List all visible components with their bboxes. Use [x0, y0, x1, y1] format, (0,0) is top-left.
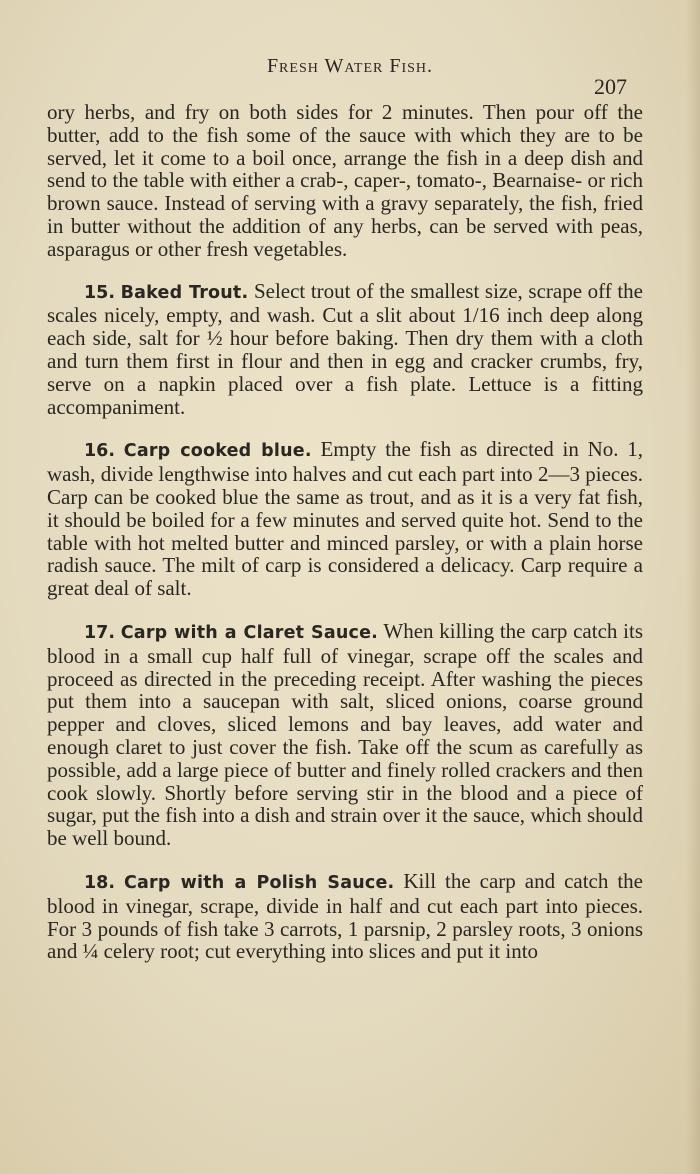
recipe-18 [47, 870, 643, 963]
running-head: Fresh Water Fish. [266, 55, 434, 77]
recipe-text: When killing the carp catch its blood in a small cup half full of vinegar, scrape off the scales and proceed as directed in the preceding receipt. After washing the pieces put them into a saucepan with salt, sliced onions, coarse ground pepper and cloves, sliced lemons and bay leaves, add water and enough claret to just cover the fish. Take off the scum as carefully as possible, add a large piece of butter and finely rolled crackers and then cook slowly. Shortly before serving stir in the blood and a piece of sugar, put the fish into a dish and strain over it the sauce, which should be well bound. [47, 618, 643, 851]
page-number: 207 [594, 74, 627, 99]
page-body [47, 101, 643, 983]
recipe-17 [47, 620, 643, 850]
recipe-number: 16. [84, 441, 116, 462]
recipe-title: Carp with a Polish Sauce. [124, 872, 395, 893]
recipe-text: Empty the fish as directed in No. 1, wash, divide lengthwise into halves and cut each part into 2—3 pieces. Carp can be cooked blue the same as trout, and as it is a very fat fish, it should be boiled for a few minutes and served quite hot. Send to the table with hot melted butter and minced parsley, or with a plain horse radish sauce. The milt of carp is considered a delicacy. Carp require a great deal of salt. [47, 437, 643, 601]
recipe-title: Carp with a Claret Sauce. [120, 622, 378, 643]
recipe-number: 17. [84, 622, 116, 643]
continued-paragraph: ory herbs, and fry on both sides for 2 minutes. Then pour off the butter, add to the fish some of the sauce with which they are to be served, let it come to a boil once, arrange the fish in a deep dish and send to the table with either a crab-, caper-, tomato-, Bearnaise- or rich brown sauce. Instead of serving with a gravy separately, the fish, fried in butter without the addition of any herbs, can be served with peas, asparagus or other fresh vegetables. [47, 100, 643, 261]
recipe-number: 15. [84, 282, 116, 303]
recipe-number: 18. [84, 872, 116, 893]
recipe-text: Kill the carp and catch the blood in vinegar, scrape, divide in half and cut each part into pieces. For 3 pounds of fish take 3 carrots, 1 parsnip, 2 parsley roots, 3 onions and ¼ celery root; cut everything into slices and put it into [47, 868, 644, 964]
recipe-16 [47, 438, 643, 600]
recipe-title: Baked Trout. [120, 282, 249, 303]
recipe-15 [47, 280, 643, 419]
recipe-text: Select trout of the smallest size, scrape off the scales nicely, empty, and wash. Cut a slit about 1/16 inch deep along each side, salt for ½ hour before baking. Then dry them with a cloth and turn them first in flour and then in egg and cracker crumbs, fry, serve on a napkin placed over a fish plate. Lettuce is a fitting accompaniment. [47, 278, 644, 419]
recipe-title: Carp cooked blue. [123, 441, 312, 462]
